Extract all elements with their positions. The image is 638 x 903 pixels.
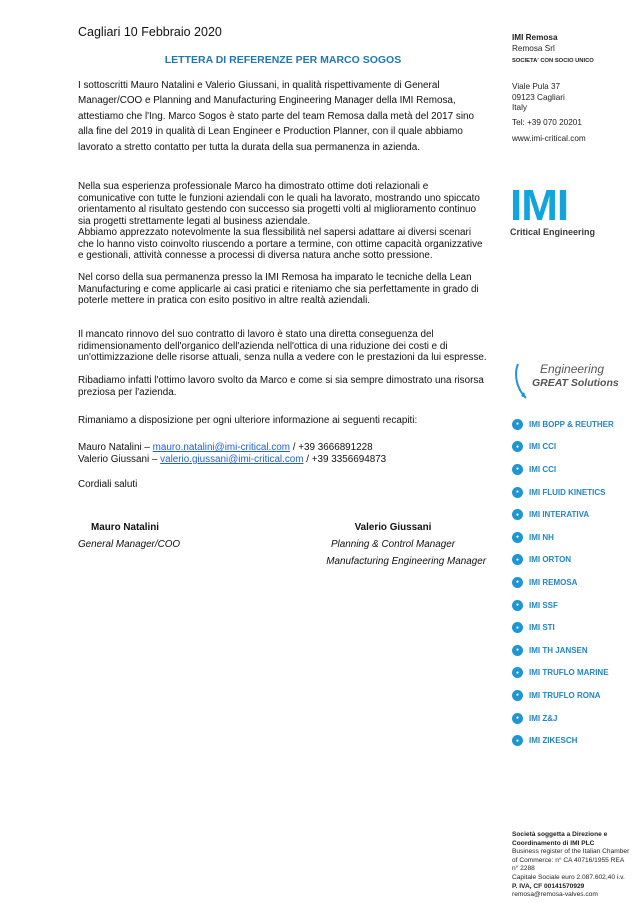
brand-label: IMI ORTON	[529, 555, 572, 565]
brand-icon: ●	[512, 464, 523, 475]
brand-item	[512, 616, 614, 639]
company-type: SOCIETA' CON SOCIO UNICO	[512, 58, 594, 64]
brand-icon: ●	[512, 441, 523, 452]
brand-item	[512, 639, 614, 662]
brand-item	[512, 503, 614, 526]
brand-item	[512, 436, 614, 459]
flexibility-paragraph: Abbiamo apprezzato notevolmente la sua flessibilità nel sapersi adattare ai diversi scenari che lo hanno visto coinvolto riuscendo a portare a termine, con ottime capacità organizzative e gestionali, attività connesse a processi di diversa natura anche sotto pressione.	[78, 227, 483, 262]
letter-date: Cagliari 10 Febbraio 2020	[78, 25, 222, 39]
footer-line: remosa@remosa-valves.com	[512, 891, 598, 899]
legal-footer	[512, 831, 630, 900]
brand-icon: ●	[512, 600, 523, 611]
brand-icon: ●	[512, 735, 523, 746]
brand-label: IMI CCI	[529, 442, 557, 452]
brand-item	[512, 729, 614, 752]
brand-label: IMI ZIKESCH	[529, 736, 578, 746]
logo-subtitle: Critical Engineering	[510, 227, 596, 237]
brand-label: IMI CCI	[529, 464, 557, 474]
tagline-line2: GREAT Solutions	[532, 377, 619, 389]
brand-icon: ●	[512, 554, 523, 565]
brand-item	[512, 594, 614, 617]
brand-item	[512, 413, 614, 436]
brand-icon: ●	[512, 713, 523, 724]
address-city: 09123 Cagliari	[512, 92, 565, 102]
address-street: Viale Pula 37	[512, 82, 561, 91]
signatory-name: Valerio Giussani	[354, 522, 432, 533]
reiterate-paragraph: Ribadiamo infatti l'ottimo lavoro svolto da Marco e come si sia sempre dimostrato una risorsa preziosa per l'azienda.	[78, 375, 484, 398]
email-link-giussani[interactable]: valerio.giussani@imi-critical.com	[160, 454, 304, 465]
footer-line: P. IVA, CF 00141570929	[512, 882, 585, 890]
brand-item	[512, 707, 614, 730]
signatory-role: Manufacturing Engineering Manager	[326, 556, 486, 567]
letter-title: LETTERA DI REFERENZE PER MARCO SOGOS	[164, 54, 402, 66]
brand-icon: ●	[512, 532, 523, 543]
contact-line-giussani	[78, 454, 488, 466]
intro-paragraph: I sottoscritti Mauro Natalini e Valerio Giussani, in qualità rispettivamente di General Manager/COO e Planning and Manufacturing Engineering Manager della IMI Remosa, attestiamo che l'Ing. Marco Sogos è stato parte del team Remosa dalla metà del 2017 sino alla fine del 2019 in qualità di Lean Engineer e Production Planner, con il quale abbiamo lavorato a stretto contatto per tutta la durata della sua permanenza in azienda.	[78, 80, 475, 153]
address-country: Italy	[512, 103, 528, 112]
contact-phone: / +39 3666891228	[290, 442, 373, 453]
brand-icon: ●	[512, 419, 523, 430]
website-link[interactable]: www.imi-critical.com	[512, 134, 586, 143]
brand-item	[512, 526, 614, 549]
brand-label: IMI INTERATIVA	[529, 510, 590, 520]
brand-item	[512, 458, 614, 481]
signature-giussani	[300, 519, 486, 553]
company-name: IMI Remosa	[512, 33, 558, 42]
brand-label: IMI BOPP & REUTHER	[529, 419, 614, 429]
brand-label: IMI NH	[529, 532, 554, 542]
signatory-name: Mauro Natalini	[91, 522, 160, 533]
tagline	[512, 360, 632, 400]
brand-label: IMI TRUFLO RONA	[529, 690, 601, 700]
brand-icon: ●	[512, 622, 523, 633]
brand-label: IMI Z&J	[529, 713, 558, 723]
contact-line-natalini	[78, 442, 488, 454]
signatory-role: General Manager/COO	[78, 539, 181, 550]
brand-icon: ●	[512, 509, 523, 520]
footer-line: Società soggetta a Direzione e	[512, 831, 608, 838]
brand-list	[512, 413, 614, 752]
company-legal-name: Remosa Srl	[512, 43, 555, 53]
contact-name: Mauro Natalini –	[78, 442, 153, 453]
lean-paragraph: Nel corso della sua permanenza presso la IMI Remosa ha imparato le tecniche della Lean Manufacturing e come applicarle ai casi pratici e riteniamo che sia perfettamente in grado di poterle mettere in pratica con esito positivo in altre realtà aziendali.	[78, 272, 479, 307]
brand-item	[512, 481, 614, 504]
brand-label: IMI STI	[529, 623, 555, 633]
brand-label: IMI TH JANSEN	[529, 645, 588, 655]
brand-item	[512, 571, 614, 594]
tagline-line1: Engineering	[540, 362, 605, 376]
contact-phone: / +39 3356694873	[303, 454, 387, 465]
footer-line: Business register of the Italian Chamber of Commerce: n° CA 40716/1955 REA n° 2288	[512, 848, 630, 873]
contract-paragraph: Il mancato rinnovo del suo contratto di lavoro è stato una diretta conseguenza del ridimensionamento dell'organico dell'azienda nell'ottica di una riduzione dei costi e di un'ottimizzazione delle risorse attuali, senza nulla a vedere con le prestazioni da lui espresse.	[78, 329, 487, 364]
experience-paragraph: Nella sua esperienza professionale Marco ha dimostrato ottime doti relazionali e comunicative con tutte le funzioni aziendali con le quali ha lavorato, mostrando uno spiccato orientamento al risultato gestendo con successo sia progetti volti al miglioramento continuo sia progetti strettamente legati al business aziendale.	[78, 181, 480, 227]
brand-label: IMI REMOSA	[529, 577, 578, 587]
signature-natalini-role	[78, 536, 180, 553]
brand-label: IMI SSF	[529, 600, 558, 610]
footer-line: Coordinamento di IMI PLC	[512, 839, 595, 847]
brand-item	[512, 549, 614, 572]
closing-salutation: Cordiali saluti	[78, 479, 138, 490]
brand-icon: ●	[512, 690, 523, 701]
signature-giussani-role2	[300, 553, 486, 570]
brand-label: IMI FLUID KINETICS	[529, 487, 606, 497]
email-link-natalini[interactable]: mauro.natalini@imi-critical.com	[152, 442, 290, 453]
brand-icon: ●	[512, 667, 523, 678]
company-header	[512, 33, 594, 67]
availability-paragraph: Rimaniamo a disposizione per ogni ulteriore informazione ai seguenti recapiti:	[78, 415, 418, 426]
brand-icon: ●	[512, 577, 523, 588]
brand-label: IMI TRUFLO MARINE	[529, 668, 609, 678]
brand-icon: ●	[512, 487, 523, 498]
logo-wordmark: IMI	[510, 181, 569, 230]
brand-item	[512, 684, 614, 707]
phone-number: Tel: +39 070 20201	[512, 117, 582, 127]
brand-icon: ●	[512, 645, 523, 656]
signatory-role: Planning & Control Manager	[330, 539, 456, 550]
signature-natalini	[91, 519, 159, 536]
company-address	[512, 82, 586, 145]
contact-name: Valerio Giussani –	[78, 454, 161, 465]
footer-line: Capitale Sociale euro 2.087.602,40 i.v.	[512, 873, 625, 881]
imi-logo	[510, 181, 596, 237]
brand-item	[512, 662, 614, 685]
